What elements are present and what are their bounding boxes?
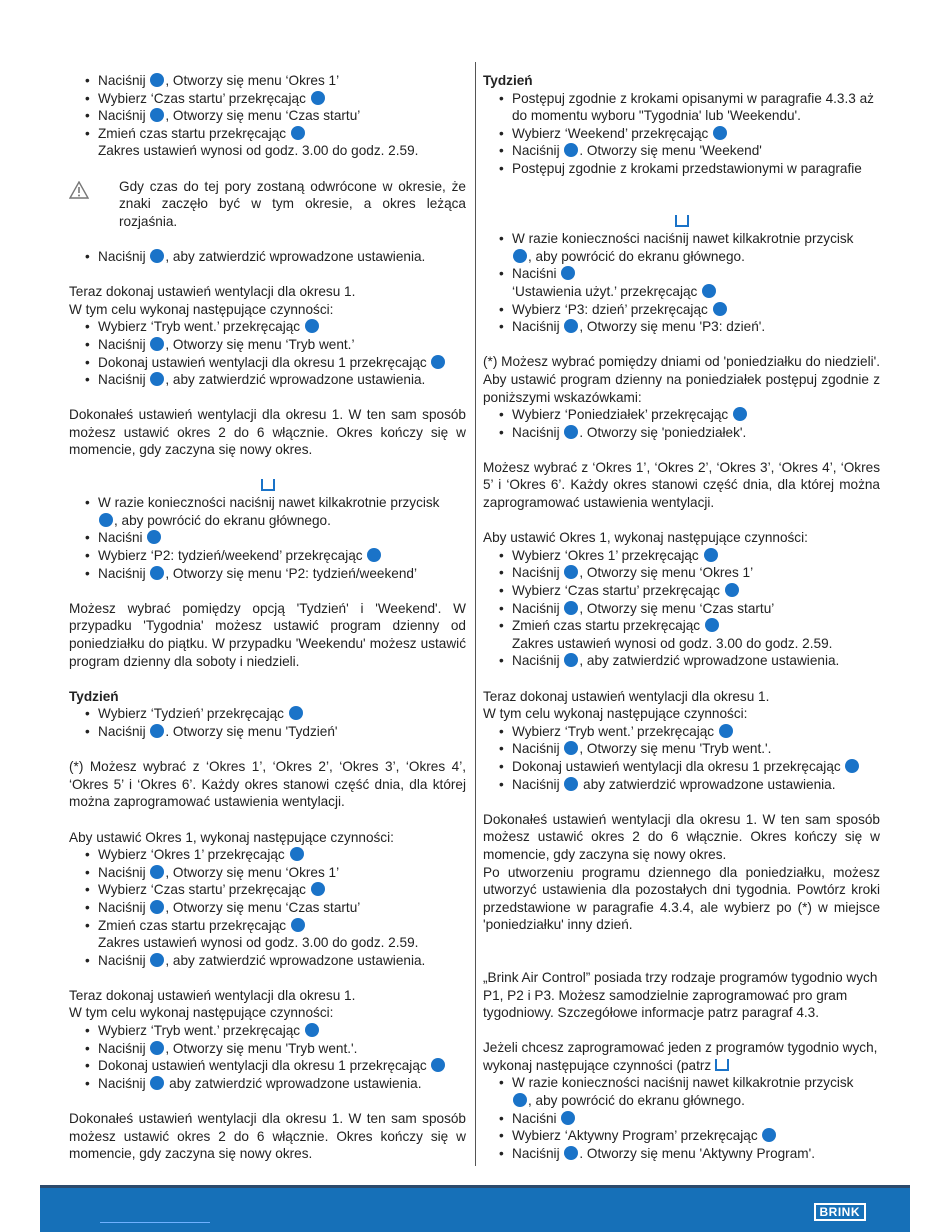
list-item: [69, 1022, 466, 1040]
bullet-list: [69, 529, 466, 582]
spacer: [69, 160, 466, 178]
list-item: [69, 952, 466, 970]
item-text: Dokonaj ustawień wentylacji dla okresu 1 przekręcając: [512, 758, 841, 774]
list-item: [69, 723, 466, 741]
list-item: [69, 494, 466, 512]
paragraph-text: (*) Możesz wybrać z ‘Okres 1’, ‘Okres 2’, ‘Okres 3’, ‘Okres 4’, ‘Okres 5’ i ‘Okres 6’. Każdy okres stanowi część dnia, dla której można zaprogramować ustawienia wentylacji.: [69, 759, 466, 810]
item-text: Naciśni: [512, 1110, 557, 1126]
item-text: Wybierz ‘Okres 1’ przekręcając: [512, 547, 699, 563]
item-text: Naciśnij: [512, 653, 560, 669]
knob-button-icon: [291, 918, 305, 932]
item-text: Wybierz ‘Czas startu’ przekręcając: [512, 583, 720, 599]
paragraph: [69, 406, 466, 459]
list-item: [69, 899, 466, 917]
bullet-continuation: [483, 635, 880, 653]
list-item: [69, 917, 466, 935]
continuation-text: Zakres ustawień wynosi od godz. 3.00 do godz. 2.59.: [512, 635, 833, 651]
spacer: [69, 1092, 466, 1110]
item-text: Wybierz ‘Tryb went.’ przekręcając: [98, 319, 301, 335]
knob-button-icon: [150, 249, 164, 263]
list-item: [69, 547, 466, 565]
bullet-list: [483, 301, 880, 336]
knob-button-icon: [289, 706, 303, 720]
knob-button-icon: [150, 337, 164, 351]
continuation-text: , aby powrócić do ekranu głównego.: [528, 1093, 745, 1109]
item-text: Wybierz ‘Weekend’ przekręcając: [512, 125, 709, 141]
paragraph: [483, 1039, 880, 1074]
knob-button-icon: [733, 407, 747, 421]
item-text: Wybierz ‘Tryb went.’ przekręcając: [512, 723, 715, 739]
item-text: Wybierz ‘P3: dzień’ przekręcając: [512, 301, 708, 317]
knob-button-icon: [150, 566, 164, 580]
paragraph: [483, 529, 880, 547]
item-suffix: . Otworzy się menu 'Weekend': [579, 143, 762, 159]
item-suffix: . Otworzy się 'poniedziałek'.: [579, 424, 747, 440]
knob-button-icon: [705, 618, 719, 632]
item-suffix: , Otworzy się menu ‘Czas startu’: [165, 108, 361, 124]
list-item: [69, 529, 466, 547]
paragraph-text: Dokonałeś ustawień wentylacji dla okresu 1. W ten sam sposób możesz ustawić okres 2 do 6 włącznie. Okres kończy się w momencie, gdy zaczyna się nowy okres.: [69, 1111, 466, 1162]
paragraph: [483, 705, 880, 723]
knob-button-icon: [99, 513, 113, 527]
knob-button-icon: [150, 953, 164, 967]
paragraph-text: W tym celu wykonaj następujące czynności:: [483, 706, 748, 722]
paragraph: [69, 600, 466, 670]
item-suffix: , Otworzy się menu ‘Okres 1’: [165, 73, 340, 88]
paragraph-text: Aby ustawić Okres 1, wykonaj następujące czynności:: [483, 530, 808, 546]
knob-button-icon: [431, 355, 445, 369]
list-item: [483, 1110, 880, 1128]
paragraph-text: (*) Możesz wybrać pomiędzy dniami od 'poniedziałku do niedzieli'. Aby ustawić program dzienny na poniedziałek postępuj zgodnie z poniższymi wskazówkami:: [483, 354, 880, 405]
spacer: [69, 459, 466, 477]
item-suffix: , Otworzy się menu ‘Czas startu’: [165, 899, 361, 915]
bullet-list: [69, 846, 466, 934]
item-text: Naciśnij: [98, 1040, 146, 1056]
item-text: Naciśnij: [98, 952, 146, 968]
left-column: [69, 72, 466, 1163]
item-text: Dokonaj ustawień wentylacji dla okresu 1 przekręcając: [98, 354, 427, 370]
bullet-list: [69, 72, 466, 142]
paragraph-text: Jeżeli chcesz zaprogramować jeden z programów tygodnio wych, wykonaj następujące czynności (patrz: [483, 1040, 878, 1073]
list-item: [483, 564, 880, 582]
knob-button-icon: [564, 319, 578, 333]
paragraph-text: Teraz dokonaj ustawień wentylacji dla okresu 1.: [483, 688, 770, 704]
section-heading: Tydzień: [483, 73, 533, 88]
bullet-list: [69, 705, 466, 740]
paragraph-text: „Brink Air Control” posiada trzy rodzaje programów tygodnio wych P1, P2 i P3. Możesz samodzielnie zaprogramować pro gram tygodniowy. Szczegółowe informacje patrz paragraf 4.3.: [483, 969, 878, 1021]
paragraph: [483, 353, 880, 406]
footer-bar: [40, 1185, 910, 1232]
list-item: [483, 1145, 880, 1163]
item-text: Zmień czas startu przekręcając: [98, 125, 287, 141]
item-text: W razie konieczności naciśnij nawet kilkakrotnie przycisk: [512, 1075, 854, 1091]
list-item: [69, 107, 466, 125]
book-reference-icon: [715, 1059, 729, 1071]
list-item: [483, 723, 880, 741]
item-text: Postępuj zgodnie z krokami opisanymi w paragrafie 4.3.3 aż do momentu wyboru "Tygodnia' lub 'Weekendu'.: [512, 90, 874, 124]
item-text: Wybierz ‘Czas startu’ przekręcając: [98, 90, 306, 106]
item-text: Wybierz ‘Poniedziałek’ przekręcając: [512, 407, 729, 423]
spacer: [69, 741, 466, 759]
item-text: Wybierz ‘Okres 1’ przekręcając: [98, 847, 285, 863]
spacer: [69, 969, 466, 987]
item-text: Wybierz ‘Tryb went.’ przekręcając: [98, 1023, 301, 1039]
item-text: Zmień czas startu przekręcając: [512, 618, 701, 634]
bullet-list: [483, 652, 880, 670]
item-text: Zmień czas startu przekręcając: [98, 917, 287, 933]
knob-button-icon: [150, 372, 164, 386]
knob-button-icon: [564, 1146, 578, 1160]
knob-button-icon: [150, 865, 164, 879]
bullet-list: [483, 406, 880, 441]
continuation-text: , aby powrócić do ekranu głównego.: [114, 512, 331, 528]
list-item: [483, 265, 880, 283]
paragraph: [69, 829, 466, 847]
item-suffix: , Otworzy się menu ‘P2: tydzień/weekend’: [165, 565, 417, 581]
list-item: [69, 1040, 466, 1058]
knob-button-icon: [762, 1128, 776, 1142]
list-item: [483, 652, 880, 670]
list-item: [483, 582, 880, 600]
bullet-continuation: [483, 283, 880, 301]
list-item: [483, 600, 880, 618]
paragraph-text: Możesz wybrać z ‘Okres 1’, ‘Okres 2’, ‘Okres 3’, ‘Okres 4’, ‘Okres 5’ i ‘Okres 6’. Każdy okres stanowi część dnia, dla której można zaprogramować ustawienia wentylacji.: [483, 459, 880, 511]
item-text: Naciśnij: [98, 248, 146, 264]
item-suffix: , aby zatwierdzić wprowadzone ustawienia.: [165, 248, 426, 264]
spacer: [483, 1022, 880, 1040]
continuation-text: ‘Ustawienia użyt.’ przekręcając: [512, 283, 698, 299]
paragraph: [483, 811, 880, 864]
item-suffix: , aby zatwierdzić wprowadzone ustawienia.: [165, 372, 426, 388]
paragraph-text: Teraz dokonaj ustawień wentylacji dla okresu 1.: [69, 284, 356, 300]
continuation-text: Zakres ustawień wynosi od godz. 3.00 do godz. 2.59.: [98, 143, 419, 159]
item-suffix: , Otworzy się menu ‘Czas startu’: [579, 600, 775, 616]
item-text: Naciśnij: [98, 565, 146, 581]
knob-button-icon: [725, 583, 739, 597]
paragraph: [69, 987, 466, 1005]
knob-button-icon: [564, 741, 578, 755]
spacer: [69, 389, 466, 407]
item-text: W razie konieczności naciśnij nawet kilkakrotnie przycisk: [98, 495, 440, 511]
list-item: [483, 230, 880, 248]
knob-button-icon: [564, 565, 578, 579]
knob-button-icon: [150, 900, 164, 914]
bullet-list: [483, 230, 880, 248]
paragraph-text: Dokonałeś ustawień wentylacji dla okresu 1. W ten sam sposób możesz ustawić okres 2 do 6 włącznie. Okres kończy się w momencie, gdy zaczyna się nowy okres.: [69, 407, 466, 458]
list-item: [69, 565, 466, 583]
column-divider: [475, 62, 476, 1166]
paragraph: [483, 688, 880, 706]
item-text: Naciśnij: [98, 899, 146, 915]
knob-button-icon: [561, 266, 575, 280]
item-suffix: , Otworzy się menu ‘Okres 1’: [165, 864, 340, 880]
knob-button-icon: [305, 1023, 319, 1037]
paragraph-text: W tym celu wykonaj następujące czynności:: [69, 301, 334, 317]
paragraph-text: Możesz wybrać pomiędzy opcją 'Tydzień' i 'Weekend'. W przypadku 'Tygodnia' możesz ustawić program dzienny od poniedziałku do piątku. W przypadku 'Weekendu' możesz ustawić program dzienny dla soboty i niedzieli.: [69, 600, 466, 669]
bullet-continuation: [69, 142, 466, 160]
book-reference-icon: [675, 215, 689, 227]
list-item: [483, 90, 880, 125]
section-heading: Tydzień: [69, 688, 119, 704]
list-item: [69, 354, 466, 372]
item-text: Naciśnij: [98, 1075, 146, 1091]
list-item: [69, 1075, 466, 1093]
paragraph-text: Teraz dokonaj ustawień wentylacji dla okresu 1.: [69, 987, 356, 1003]
paragraph: [483, 864, 880, 934]
spacer: [483, 441, 880, 459]
bullet-list: [69, 952, 466, 970]
item-text: Wybierz ‘P2: tydzień/weekend’ przekręcając: [98, 548, 363, 564]
item-text: Naciśni: [98, 530, 143, 546]
paragraph: [69, 283, 466, 301]
list-item: [483, 160, 880, 178]
knob-button-icon: [719, 724, 733, 738]
item-text: Naciśnij: [512, 776, 560, 792]
item-text: Naciśnij: [512, 565, 560, 581]
list-item: [483, 1127, 880, 1145]
book-reference-line: [483, 213, 880, 231]
item-suffix: , aby zatwierdzić wprowadzone ustawienia.: [579, 653, 840, 669]
knob-button-icon: [713, 126, 727, 140]
item-text: Wybierz ‘Tydzień’ przekręcając: [98, 706, 284, 722]
footer-link-line[interactable]: [100, 1222, 210, 1223]
list-item: [69, 318, 466, 336]
knob-button-icon: [704, 548, 718, 562]
warning-text: Gdy czas do tej pory zostaną odwrócone w okresie, że znaki zaczęło być w tym okresie, a okres leżąca rozjaśnia.: [119, 178, 466, 229]
knob-button-icon: [150, 108, 164, 122]
bullet-list: [69, 494, 466, 512]
item-text: Wybierz ‘Aktywny Program’ przekręcając: [512, 1128, 758, 1144]
bullet-list: [69, 248, 466, 266]
knob-button-icon: [290, 847, 304, 861]
item-text: Naciśnij: [512, 741, 560, 757]
item-suffix: . Otworzy się menu 'Aktywny Program'.: [579, 1145, 815, 1161]
list-item: [69, 371, 466, 389]
bullet-continuation: [483, 248, 880, 266]
bullet-list: [483, 1110, 880, 1163]
list-item: [483, 406, 880, 424]
list-item: [69, 846, 466, 864]
list-item: [69, 881, 466, 899]
knob-button-icon: [150, 1041, 164, 1055]
paragraph-text: Po utworzeniu programu dziennego dla poniedziałku, możesz utworzyć ustawienia dla pozostałych dni tygodnia. Powtórz kroki przedstawione w paragrafie 4.3.4, ale wybierz po (*) w miejsce 'poniedziałku' inny dzień.: [483, 864, 880, 933]
list-item: [69, 1057, 466, 1075]
knob-button-icon: [150, 724, 164, 738]
brink-logo: BRINK: [814, 1203, 867, 1221]
paragraph-text: W tym celu wykonaj następujące czynności:: [69, 1005, 334, 1021]
knob-button-icon: [150, 1076, 164, 1090]
spacer: [69, 582, 466, 600]
spacer: [483, 336, 880, 354]
item-text: Naciśnij: [512, 143, 560, 159]
paragraph-text: Aby ustawić Okres 1, wykonaj następujące czynności:: [69, 829, 394, 845]
item-text: Naciśnij: [98, 108, 146, 124]
list-item: [483, 776, 880, 794]
knob-button-icon: [291, 126, 305, 140]
list-item: [69, 125, 466, 143]
knob-button-icon: [513, 249, 527, 263]
item-suffix: , Otworzy się menu 'Tryb went.'.: [579, 741, 772, 757]
spacer: [69, 811, 466, 829]
bullet-continuation: [69, 512, 466, 530]
item-text: Wybierz ‘Czas startu’ przekręcając: [98, 882, 306, 898]
item-suffix: aby zatwierdzić wprowadzone ustawienia.: [579, 776, 836, 792]
item-text: Naciśnij: [98, 336, 146, 352]
book-reference-line: [69, 477, 466, 495]
list-item: [483, 301, 880, 319]
knob-button-icon: [564, 425, 578, 439]
knob-button-icon: [311, 91, 325, 105]
bullet-list: [483, 547, 880, 635]
paragraph: [69, 1110, 466, 1163]
knob-button-icon: [367, 548, 381, 562]
spacer: [483, 178, 880, 213]
knob-button-icon: [564, 601, 578, 615]
warning-note: [69, 178, 466, 231]
knob-button-icon: [305, 319, 319, 333]
spacer: [483, 934, 880, 969]
list-item: [69, 72, 466, 90]
bullet-list: [483, 90, 880, 178]
warning-icon: [69, 181, 89, 204]
item-suffix: , Otworzy się menu ‘Tryb went.’: [165, 336, 355, 352]
item-text: Dokonaj ustawień wentylacji dla okresu 1 przekręcając: [98, 1058, 427, 1074]
list-item: [69, 90, 466, 108]
item-suffix: , Otworzy się menu 'Tryb went.'.: [165, 1040, 358, 1056]
item-text: Naciśnij: [512, 424, 560, 440]
item-text: Naciśnij: [98, 73, 146, 88]
knob-button-icon: [564, 653, 578, 667]
bullet-list: [69, 1022, 466, 1092]
knob-button-icon: [561, 1111, 575, 1125]
paragraph: [69, 758, 466, 811]
knob-button-icon: [431, 1058, 445, 1072]
item-text: Naciśnij: [98, 372, 146, 388]
spacer: [69, 230, 466, 248]
item-suffix: . Otworzy się menu 'Tydzień': [165, 723, 338, 739]
list-item: [483, 424, 880, 442]
item-suffix: , Otworzy się menu 'P3: dzień'.: [579, 319, 766, 335]
list-item: [483, 740, 880, 758]
knob-button-icon: [513, 1093, 527, 1107]
bullet-list: [483, 1074, 880, 1092]
item-suffix: , aby zatwierdzić wprowadzone ustawienia.: [165, 952, 426, 968]
list-item: [483, 125, 880, 143]
spacer: [69, 266, 466, 284]
knob-button-icon: [702, 284, 716, 298]
item-text: Postępuj zgodnie z krokami przedstawionymi w paragrafie: [512, 160, 862, 176]
knob-button-icon: [311, 882, 325, 896]
spacer: [483, 793, 880, 811]
knob-button-icon: [147, 530, 161, 544]
item-suffix: aby zatwierdzić wprowadzone ustawienia.: [165, 1075, 422, 1091]
list-item: [483, 1074, 880, 1092]
list-item: [483, 547, 880, 565]
paragraph: [483, 459, 880, 512]
paragraph: [483, 969, 880, 1022]
paragraph: [69, 301, 466, 319]
continuation-text: Zakres ustawień wynosi od godz. 3.00 do godz. 2.59.: [98, 935, 419, 951]
spacer: [69, 670, 466, 688]
item-text: Naciśnij: [512, 600, 560, 616]
item-text: Naciśni: [512, 266, 557, 282]
spacer: [483, 670, 880, 688]
knob-button-icon: [845, 759, 859, 773]
bullet-list: [483, 723, 880, 793]
bullet-continuation: [483, 1092, 880, 1110]
book-reference-icon: [261, 479, 275, 491]
item-text: Naciśnij: [512, 1145, 560, 1161]
item-text: Naciśnij: [98, 723, 146, 739]
list-item: [483, 318, 880, 336]
list-item: [483, 142, 880, 160]
knob-button-icon: [564, 143, 578, 157]
list-item: [483, 758, 880, 776]
right-column: [483, 72, 880, 1162]
paragraph-text: Dokonałeś ustawień wentylacji dla okresu 1. W ten sam sposób możesz ustawić okres 2 do 6 włącznie. Okres kończy się w momencie, gdy zaczyna się nowy okres.: [483, 811, 880, 862]
paragraph: [69, 1004, 466, 1022]
item-text: W razie konieczności naciśnij nawet kilkakrotnie przycisk: [512, 231, 854, 247]
bullet-continuation: [69, 934, 466, 952]
list-item: [483, 617, 880, 635]
list-item: [69, 248, 466, 266]
bullet-list: [483, 265, 880, 283]
item-text: Naciśnij: [98, 864, 146, 880]
bullet-list: [69, 318, 466, 388]
list-item: [69, 336, 466, 354]
knob-button-icon: [564, 777, 578, 791]
item-suffix: , Otworzy się menu ‘Okres 1’: [579, 565, 754, 581]
list-item: [69, 864, 466, 882]
item-text: Naciśnij: [512, 319, 560, 335]
knob-button-icon: [713, 302, 727, 316]
knob-button-icon: [150, 73, 164, 87]
list-item: [69, 705, 466, 723]
spacer: [483, 512, 880, 530]
continuation-text: , aby powrócić do ekranu głównego.: [528, 248, 745, 264]
